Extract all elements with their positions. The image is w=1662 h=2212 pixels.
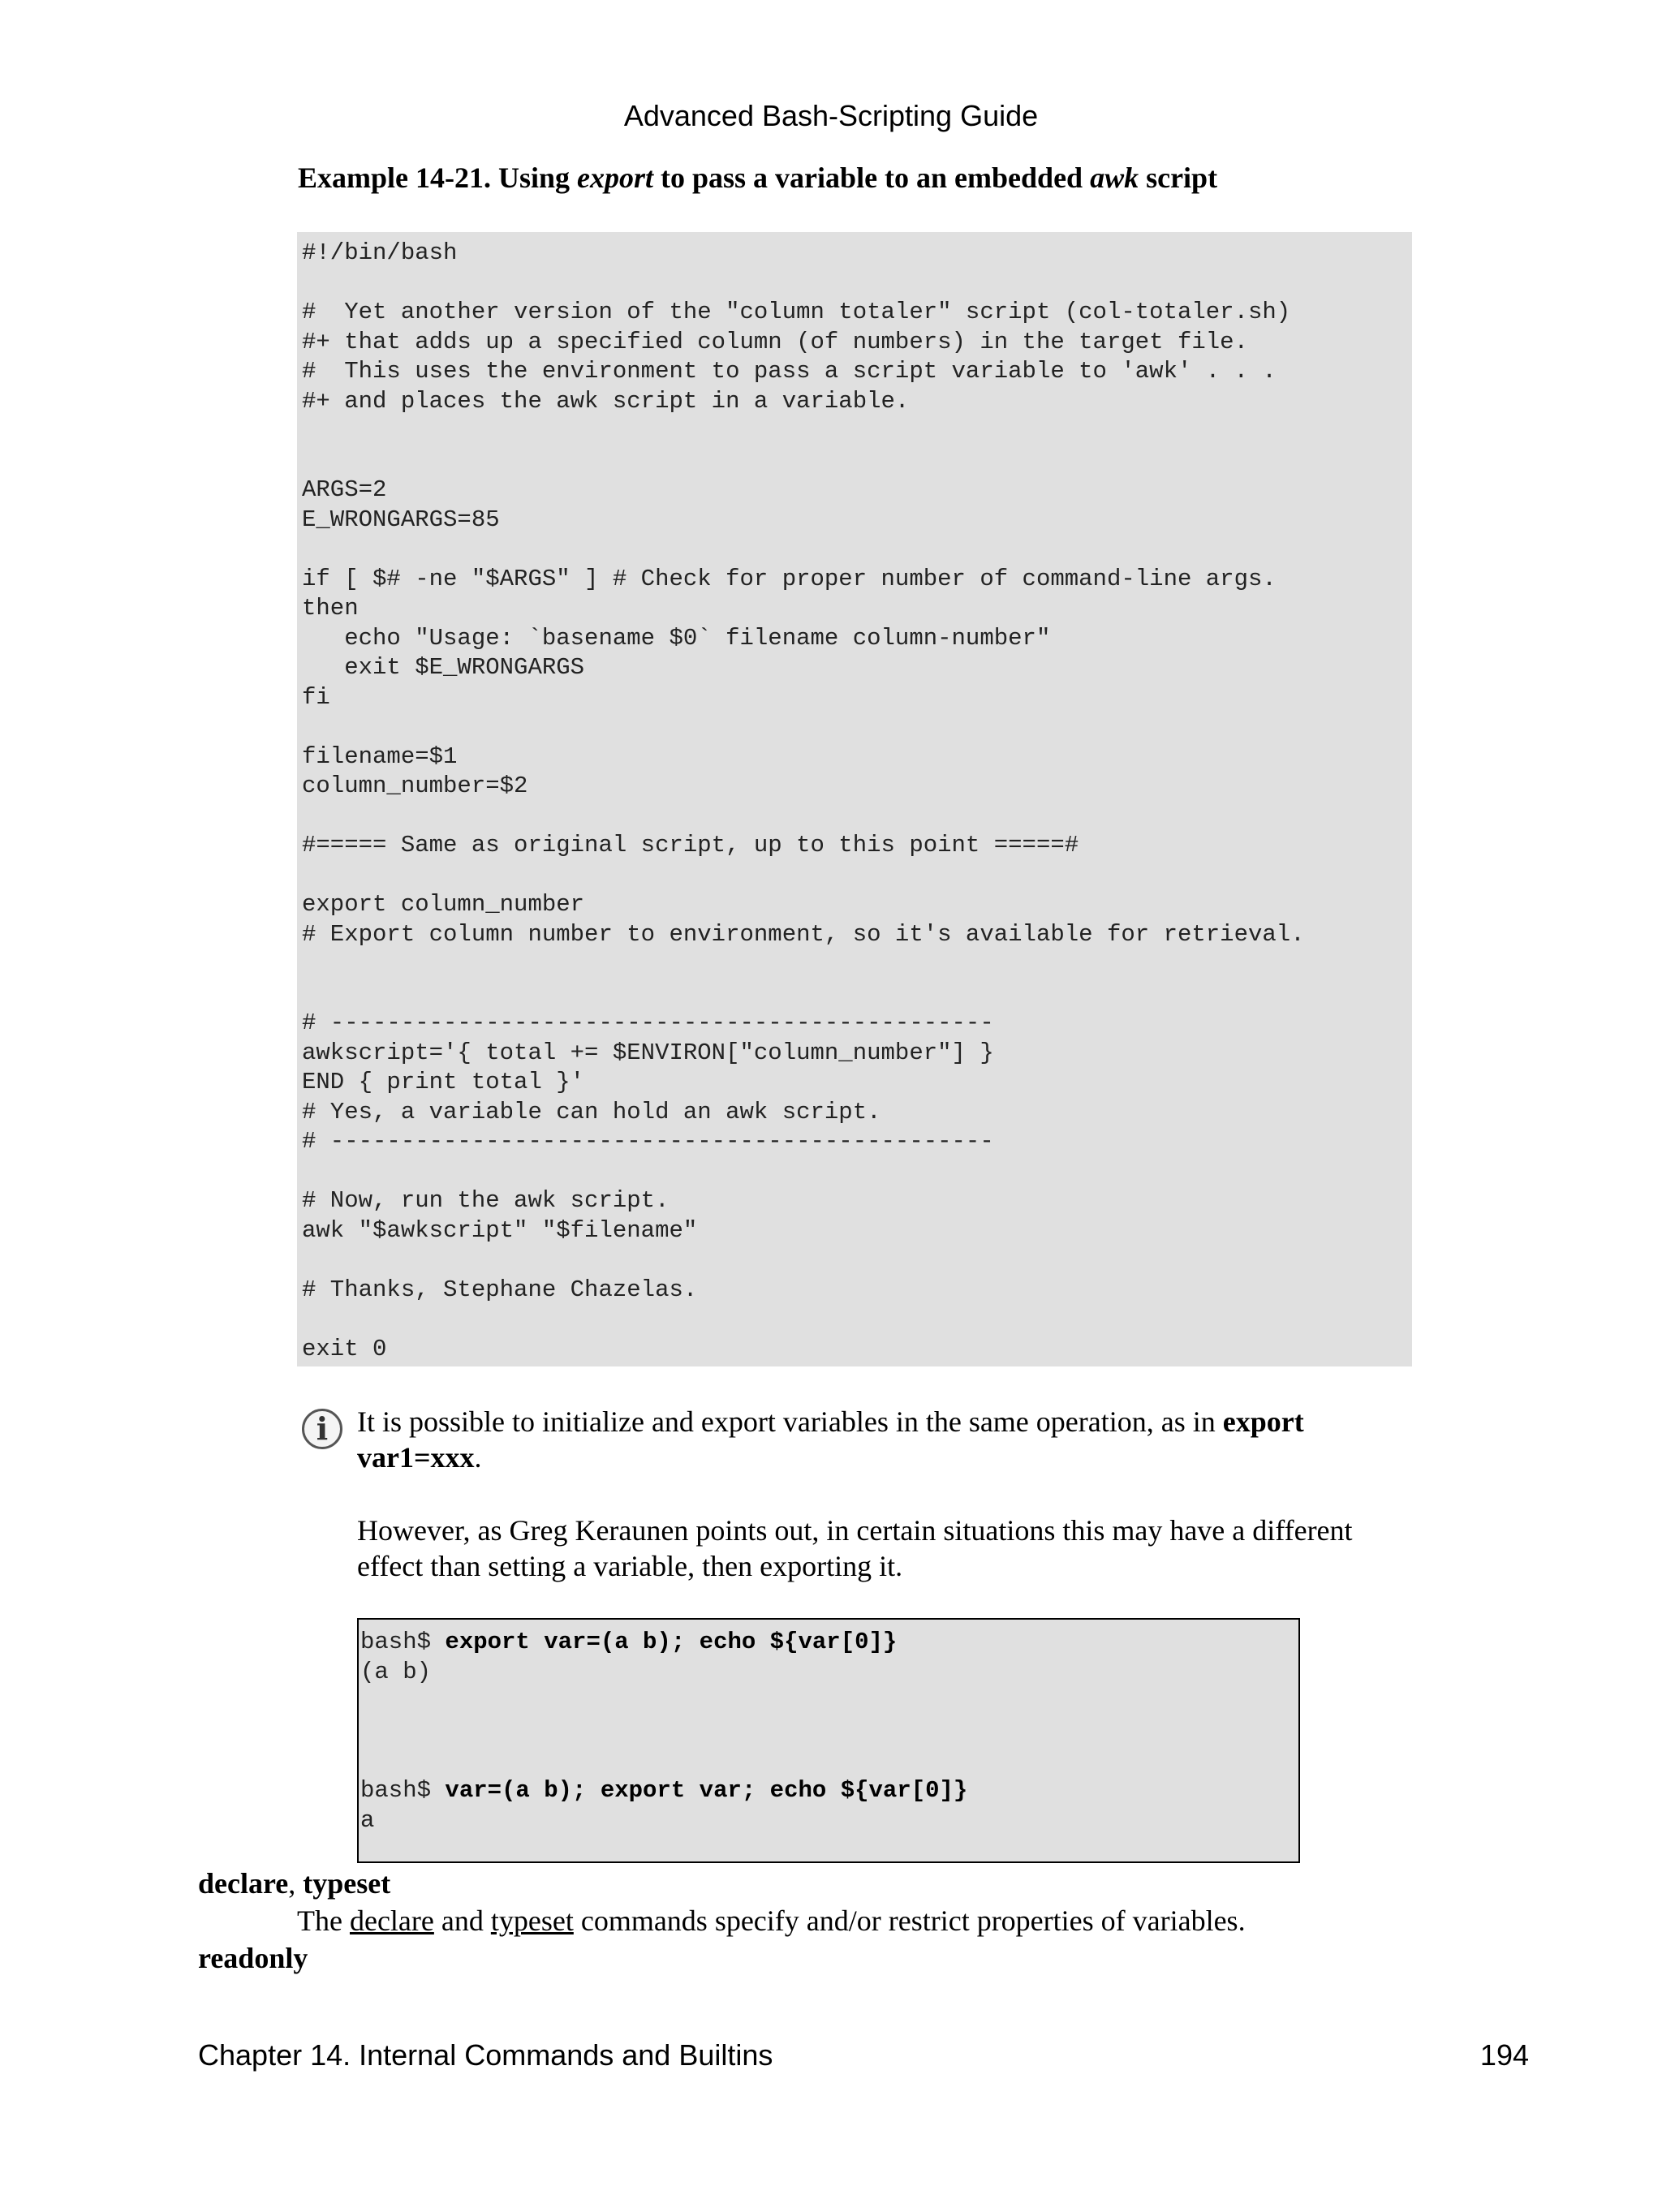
page-header: Advanced Bash-Scripting Guide (623, 99, 1039, 132)
def-the: The (297, 1904, 350, 1937)
command-2: var=(a b); export var; echo ${var[0]} (445, 1777, 968, 1804)
note-p1-bold: export var1=xxx (357, 1405, 1304, 1474)
example-title-suffix: script (1139, 161, 1218, 194)
command-example-box (357, 1618, 1300, 1863)
declare-link[interactable]: declare (349, 1904, 434, 1937)
output-line-2: a (360, 1806, 375, 1834)
output-line-1: (a b) (360, 1658, 432, 1685)
prompt-1: bash$ (360, 1629, 446, 1655)
term-separator: , (288, 1867, 304, 1900)
def-and: and (433, 1904, 491, 1937)
code-text: #!/bin/bash # Yet another version of the "column totaler" script (col-totaler.sh) #+ that adds up a specified column (of numbers) in the target file. # This uses the environment to pass a script variable to 'awk' . . . #+ and places the awk script in a variable. ARGS=2 E_WRONGARGS=85 if [ $# -ne "$ARGS" ] # Check for proper number of command-line args. then echo "Usage: `basename $0` filename column-number" exit $E_WRONGARGS fi filename=$1 column_number=$2 #===== Same as original script, up to this point =====# export column_number # Export column number to environment, so it's available for retrieval. # ----------------------------------------------- awkscript='{ total += $ENVIRON["column_number"] } END { print total }' # Yes, a variable can hold an awk script. # ----------------------------------------------- # Now, run the awk script. awk "$awkscript" "$filename" # Thanks, Stephane Chazelas. exit 0 (302, 239, 1305, 1362)
example-title-export: export (577, 161, 654, 194)
note-p1-end: . (474, 1441, 482, 1474)
command-1: export var=(a b); echo ${var[0]} (445, 1629, 898, 1655)
example-title-mid: to pass a variable to an embedded (653, 161, 1091, 194)
code-listing (297, 232, 1412, 1366)
command-line-1 (360, 1628, 1298, 1658)
note-paragraph-1 (357, 1404, 1412, 1475)
command-line-2 (360, 1776, 1298, 1806)
term-declare: declare (198, 1867, 289, 1900)
example-title (298, 161, 1217, 195)
example-title-awk: awk (1090, 161, 1139, 194)
note-p1-text: It is possible to initialize and export variables in the same operation, as in (357, 1405, 1223, 1438)
note-paragraph-2: However, as Greg Keraunen points out, in certain situations this may have a different effect than setting a variable, then exporting it. (357, 1514, 1353, 1582)
term-readonly: readonly (198, 1942, 308, 1974)
definition-declare-typeset (297, 1904, 1246, 1938)
footer-page-number: 194 (1479, 2038, 1529, 2072)
typeset-link[interactable]: typeset (490, 1904, 574, 1937)
info-icon: i (302, 1409, 342, 1449)
def-rest: commands specify and/or restrict properties of variables. (573, 1904, 1246, 1937)
example-title-prefix: Example 14-21. Using (298, 161, 578, 194)
term-typeset: typeset (303, 1867, 391, 1900)
term-declare-typeset (198, 1866, 390, 1900)
prompt-2: bash$ (360, 1777, 446, 1804)
footer-chapter: Chapter 14. Internal Commands and Builtins (198, 2038, 773, 2072)
